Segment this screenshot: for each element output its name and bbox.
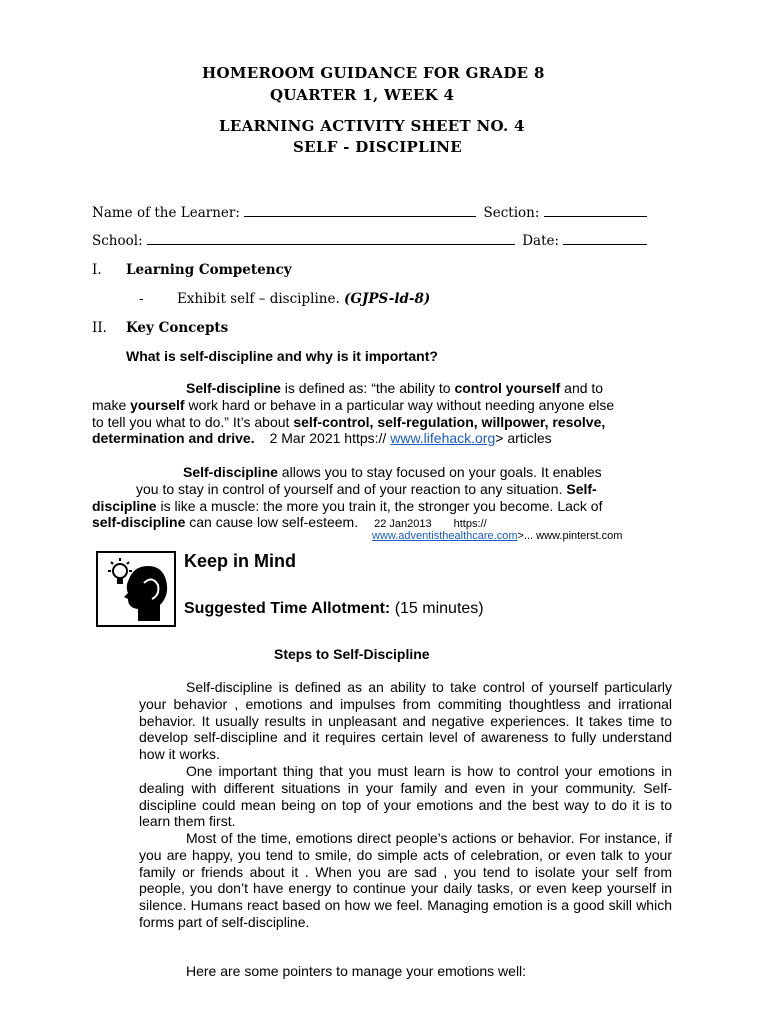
competency-code: (GJPS-ld-8) — [344, 291, 431, 307]
imp-source-tail: >... www.pinterst.com — [517, 530, 623, 542]
competency-text: Exhibit self – discipline. — [177, 291, 340, 307]
section-2-numeral: II. — [92, 320, 107, 336]
def-bold-c: self-control, self-regulation, willpower, resolve, — [293, 413, 606, 430]
adventist-link[interactable]: www.adventisthealthcare.com — [372, 530, 518, 542]
def-text-b: and to — [560, 380, 604, 396]
learner-name-blank[interactable] — [244, 204, 476, 217]
competency-bullet: - — [139, 291, 144, 307]
def-source-tail: > articles — [495, 430, 552, 447]
steps-paragraph-1: Self-discipline is defined as an ability to take control of yourself particularly your behavior , emotions and impulses from commiting thoughtless and irrational behavior. It usually results in unpleasant and negative experiences. It takes time to develop self-discipline and it requires certain level of awareness to fully understand how it works. — [139, 679, 672, 763]
def-bold-d: determination and drive. — [92, 430, 255, 447]
section-blank[interactable] — [544, 204, 647, 217]
key-question: What is self-discipline and why is it important? — [126, 348, 438, 364]
imp-source-proto: https:// — [453, 518, 487, 531]
section-label: Section: — [483, 205, 540, 221]
steps-paragraph-3: Most of the time, emotions direct people’s actions or behavior. For instance, if you are happy, you tend to smile, do simple acts of celebration, or even talk to your family or friends about it . When you are sad , you tend to isolate your self from people, you don’t have energy to continue your daily tasks, or even keep yourself in silence. Humans react based on how we feel. Managing emotion is a good skill which forms part of self-discipline. — [139, 830, 672, 930]
def-text-a: is defined as: “the ability to — [280, 380, 455, 396]
learner-name-label: Name of the Learner: — [92, 205, 240, 221]
def-line-2 — [92, 397, 614, 414]
learner-name-row — [92, 204, 647, 221]
steps-heading: Steps to Self-Discipline — [274, 646, 430, 662]
imp-bold-c: self-discipline — [92, 514, 186, 531]
def-line-4 — [92, 430, 614, 447]
def-text-c: make — [92, 396, 131, 413]
imp-text-d: can cause low self-esteem. — [185, 514, 359, 531]
def-source-date: 2 Mar 2021 https:// — [269, 430, 387, 447]
title-line-4: SELF - DISCIPLINE — [293, 138, 463, 156]
def-term: Self-discipline — [186, 380, 281, 396]
imp-text-a: allows you to stay focused on your goals. It enables — [277, 464, 602, 480]
imp-bold-b: discipline — [92, 497, 157, 514]
def-bold-a: control yourself — [454, 380, 561, 396]
def-line-1 — [92, 380, 614, 397]
competency-item — [177, 291, 430, 307]
section-1-title: Learning Competency — [126, 262, 292, 278]
school-blank[interactable] — [147, 232, 515, 245]
imp-line-3 — [92, 498, 602, 515]
title-line-3: LEARNING ACTIVITY SHEET NO. 4 — [219, 117, 525, 135]
imp-text-c: is like a muscle: the more you train it, the stronger you become. Lack of — [156, 497, 603, 514]
imp-line-1 — [92, 464, 602, 481]
imp-text-b: you to stay in control of yourself and of your reaction to any situation. — [136, 480, 567, 497]
steps-paragraph-2: One important thing that you must learn is how to control your emotions in dealing with different situations in your family and even in your community. Self-discipline could mean being on top of your emotions and the best way to do it is to learn them first. — [139, 763, 672, 830]
school-label: School: — [92, 233, 143, 249]
imp-source-line — [372, 530, 622, 542]
time-allotment — [184, 600, 484, 618]
def-line-3 — [92, 414, 614, 431]
imp-source-date: 22 Jan2013 — [374, 518, 432, 531]
imp-term: Self-discipline — [183, 464, 278, 480]
section-1-numeral: I. — [92, 262, 102, 278]
time-allotment-label: Suggested Time Allotment: — [184, 600, 391, 617]
imp-line-2 — [92, 481, 602, 498]
imp-bold-a: Self- — [566, 480, 597, 497]
pointers-intro: Here are some pointers to manage your emotions well: — [186, 963, 527, 979]
section-2-title: Key Concepts — [126, 320, 229, 336]
date-blank[interactable] — [563, 232, 647, 245]
def-text-d: work hard or behave in a particular way without needing anyone else — [184, 396, 615, 413]
lifehack-link[interactable]: www.lifehack.org — [390, 430, 496, 447]
keep-in-mind-icon-box — [96, 551, 176, 627]
importance-paragraph — [92, 464, 602, 533]
head-lightbulb-icon — [98, 553, 174, 625]
keep-in-mind-title: Keep in Mind — [184, 551, 296, 571]
title-line-2: QUARTER 1, WEEK 4 — [270, 86, 455, 104]
time-allotment-value: (15 minutes) — [394, 600, 484, 617]
def-bold-b: yourself — [130, 396, 185, 413]
definition-paragraph — [92, 380, 614, 447]
school-row — [92, 232, 647, 249]
date-label: Date: — [522, 233, 560, 249]
title-line-1: HOMEROOM GUIDANCE FOR GRADE 8 — [202, 64, 545, 82]
def-text-e: to tell you what to do.” It’s about — [92, 413, 294, 430]
